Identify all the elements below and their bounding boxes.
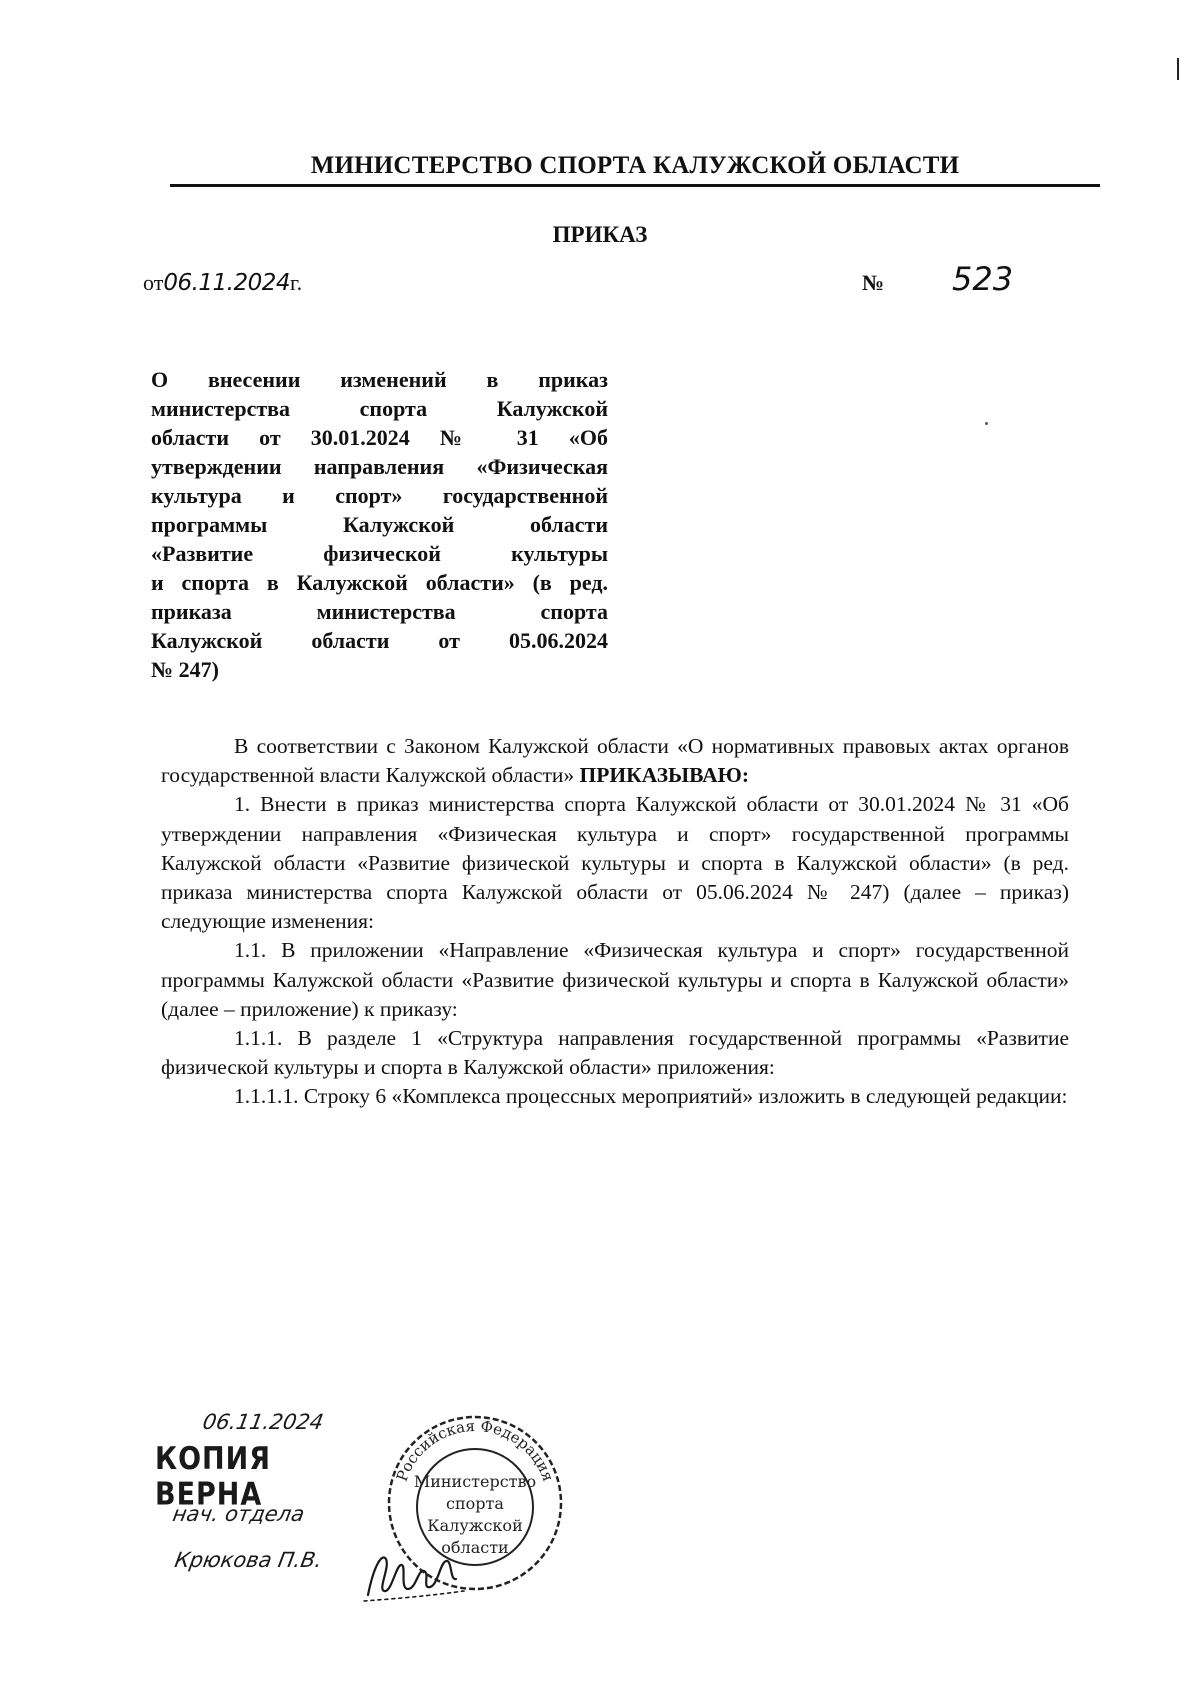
order-body <box>161 732 1069 1112</box>
order-number <box>862 260 1014 298</box>
subject-line: области от 30.01.2024 № 31 «Об <box>151 425 608 450</box>
subject-line: «Развитие физической культуры <box>151 541 608 566</box>
certifier-name: Крюкова П.В. <box>172 1548 325 1572</box>
seal-outer-text: Российская Федерация <box>392 1416 558 1484</box>
copy-true-stamp: КОПИЯ ВЕРНА <box>155 1441 272 1513</box>
subject-line: утверждении направления «Физическая <box>151 454 608 479</box>
handwritten-signature <box>360 1545 470 1605</box>
subject-line: и спорта в Калужской области» (в ред. <box>151 570 608 595</box>
subject-line: культура и спорт» государственной <box>151 483 608 508</box>
number-label: № <box>862 270 885 295</box>
certification-date: 06.11.2024 <box>200 1410 326 1434</box>
body-paragraph: 1. Внести в приказ министерства спорта Калужской области от 30.01.2024 № 31 «Об утверждении направления «Физическая культура и спорт» государственной программы Калужской области «Развитие физической культуры и спорта в Калужской области» (в ред. приказа министерства спорта Калужской области от 05.06.2024 № 247) (далее – приказ) следующие изменения: <box>161 792 1069 934</box>
date-prefix: от <box>143 270 164 295</box>
header-rule <box>170 184 1100 187</box>
handwritten-date: 06.11.2024 <box>163 270 291 296</box>
subject-line: О внесении изменений в приказ <box>151 367 608 392</box>
seal-line: спорта <box>446 1494 504 1513</box>
seal-line: Министерство <box>413 1472 537 1491</box>
ministry-header: МИНИСТЕРСТВО СПОРТА КАЛУЖСКОЙ ОБЛАСТИ <box>310 152 960 179</box>
order-subject <box>151 365 608 684</box>
handwritten-number: 523 <box>952 260 1014 298</box>
date-suffix: г. <box>290 270 303 295</box>
subject-line: министерства спорта Калужской <box>151 396 608 421</box>
seal-line: Калужской <box>427 1516 523 1535</box>
certifier-position: нач. отдела <box>170 1502 307 1526</box>
subject-line: № 247) <box>151 657 219 682</box>
scan-speck <box>985 422 988 425</box>
document-type-title: ПРИКАЗ <box>552 222 648 247</box>
subject-line: приказа министерства спорта <box>151 599 608 624</box>
body-paragraph <box>161 732 1069 790</box>
subject-line: программы Калужской области <box>151 512 608 537</box>
order-date <box>143 270 302 296</box>
body-paragraph: 1.1.1. В разделе 1 «Структура направления государственной программы «Развитие физической культуры и спорта в Калужской области» приложения: <box>161 1026 1069 1080</box>
body-paragraph: 1.1.1.1. Строку 6 «Комплекса процессных мероприятий» изложить в следующей редакции: <box>234 1084 1068 1109</box>
preamble-text: В соответствии с Законом Калужской области «О нормативных правовых актах органов государственной власти Калужской области» <box>161 734 1069 788</box>
subject-line: Калужской области от 05.06.2024 <box>151 628 608 653</box>
seal-line: области <box>441 1538 509 1557</box>
order-directive: ПРИКАЗЫВАЮ: <box>579 763 750 788</box>
body-paragraph: 1.1. В приложении «Направление «Физическая культура и спорт» государственной программы Калужской области «Развитие физической культуры и спорта в Калужской области» (далее – приложение) к приказу: <box>161 938 1069 1021</box>
scan-edge-mark <box>1177 58 1179 80</box>
